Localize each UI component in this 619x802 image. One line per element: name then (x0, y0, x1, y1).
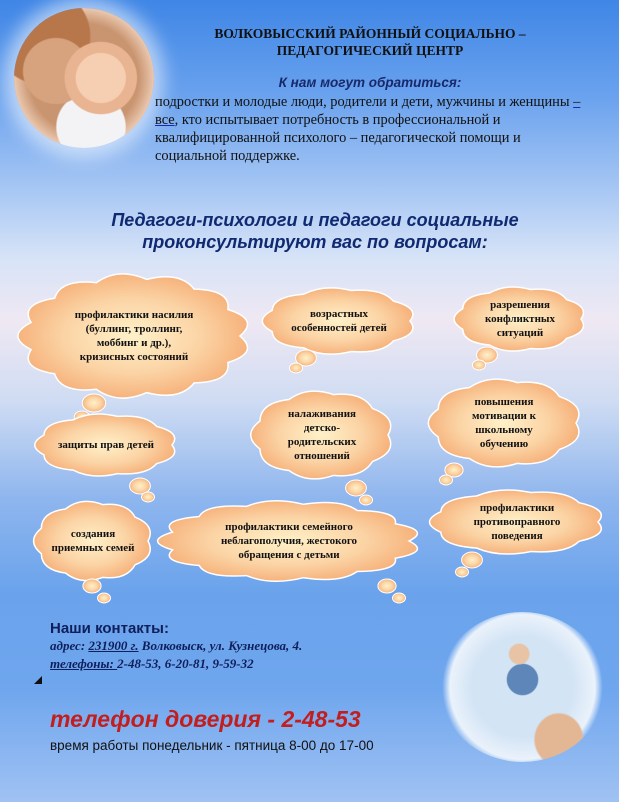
topic-label: разрешения конфликтных ситуаций (484, 299, 556, 339)
topic-cloud (252, 390, 392, 480)
working-hours: время работы понедельник - пятница 8-00 до 17-00 (50, 738, 374, 753)
audience-text (155, 93, 595, 165)
topic-label: создания приемных семей (51, 528, 135, 554)
cloud-tail-bubble (473, 360, 486, 370)
consultation-heading-line-2: проконсультируют вас по вопросам: (142, 232, 488, 252)
child-thrown-up-photo (440, 612, 605, 762)
topic-cloud (36, 412, 176, 478)
cloud-tail-bubble (393, 593, 406, 603)
audience-text-start: подростки и молодые люди, родители и дети, мужчины и женщины (155, 94, 574, 110)
address-index: 231900 г. (88, 638, 139, 653)
audience-text-end: , кто испытывает потребность в профессиональной и квалифицированной психолого – педагогической помощи и социальной поддержке. (155, 112, 521, 164)
address-line (50, 637, 430, 655)
cloud-tail-bubble (98, 593, 111, 603)
topic-cloud (455, 285, 585, 353)
mother-child-photo (14, 8, 154, 148)
topic-cloud (432, 488, 602, 556)
topic-cloud (430, 378, 580, 468)
phones-line (50, 655, 430, 673)
topic-cloud (34, 500, 152, 582)
phones-value: 2-48-53, 6-20-81, 9-59-32 (117, 656, 254, 671)
cloud-tail-bubble (440, 475, 453, 485)
contacts-block (50, 620, 430, 673)
topic-label: налаживания детско-родительских отношений (287, 408, 357, 462)
topic-label: профилактики противоправного поведения (473, 502, 561, 542)
audience-text-everyone: – все (155, 94, 581, 128)
topic-label: профилактики насилия (буллинг, троллинг, моббинг и др.), кризисных состояний (74, 309, 194, 363)
address-street: Волковыск, ул. Кузнецова, 4. (138, 638, 303, 653)
phones-label: телефоны: (50, 656, 118, 671)
topic-label: защиты прав детей (57, 439, 154, 451)
corner-marker-icon (34, 676, 42, 684)
topic-label: повышения мотивации к школьному обучению (472, 396, 536, 450)
topic-cloud (165, 500, 413, 582)
topic-label: профилактики семейного неблагополучия, жестокого обращения с детьми (220, 521, 358, 561)
hotline-number: телефон доверия - 2-48-53 (50, 706, 361, 732)
cloud-tail-bubble (290, 363, 303, 373)
topic-label: возрастных особенностей детей (291, 308, 387, 334)
contacts-heading: Наши контакты: (50, 620, 169, 637)
title-line-1: ВОЛКОВЫССКИЙ РАЙОННЫЙ СОЦИАЛЬНО – (214, 26, 526, 41)
consultation-heading (70, 209, 560, 253)
cloud-tail-bubble (346, 480, 367, 496)
topic-cloud (264, 286, 414, 356)
address-label: адрес: (50, 638, 89, 653)
cloud-tail-bubble (456, 567, 469, 577)
audience-heading: К нам могут обратиться: (278, 75, 462, 90)
title-line-2: ПЕДАГОГИЧЕСКИЙ ЦЕНТР (276, 43, 464, 58)
page-title (160, 25, 580, 59)
consultation-heading-line-1: Педагоги-психологи и педагоги социальные (111, 210, 519, 230)
topic-cloud (24, 275, 244, 397)
